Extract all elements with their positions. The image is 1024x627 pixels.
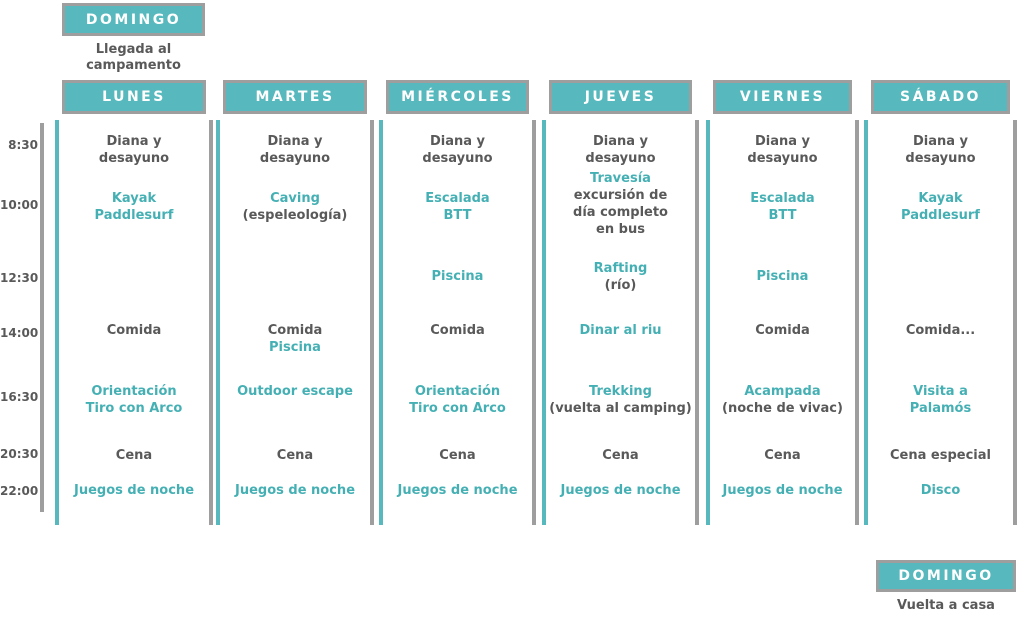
schedule-text-jueves-r5-l0: Trekking bbox=[589, 384, 652, 399]
schedule-text-viernes-r2-l0: Escalada bbox=[750, 191, 815, 206]
schedule-cell-miercoles-r3 bbox=[383, 268, 532, 285]
schedule-text-lunes-r1-l0: Diana y bbox=[106, 134, 162, 149]
schedule-text-jueves-r1-l0: Diana y bbox=[592, 134, 649, 149]
schedule-cell-viernes-r5 bbox=[710, 383, 855, 417]
schedule-text-sabado-r1-l1: desayuno bbox=[905, 151, 976, 166]
time-label-4: 16:30 bbox=[0, 390, 39, 404]
schedule-cell-sabado-r2 bbox=[868, 190, 1013, 224]
schedule-text-miercoles-r3-l0: Piscina bbox=[431, 269, 484, 284]
schedule-text-martes-r1-l0: Diana y bbox=[267, 134, 323, 149]
schedule-text-jueves-r3-l1: (río) bbox=[604, 278, 637, 293]
schedule-text-martes-r2-l1: (espeleología) bbox=[242, 208, 348, 223]
day-header-miercoles: MIÉRCOLES bbox=[386, 80, 529, 114]
schedule-text-martes-r2-l0: Caving bbox=[270, 191, 320, 206]
day-column-lunes bbox=[55, 120, 213, 525]
schedule-text-jueves-r3-l0: Rafting bbox=[593, 261, 648, 276]
schedule-cell-martes-r2 bbox=[220, 190, 370, 224]
time-label-2: 12:30 bbox=[0, 271, 39, 285]
sunday-departure-caption: Vuelta a casa bbox=[897, 598, 995, 613]
schedule-text-lunes-r2-l1: Paddlesurf bbox=[94, 208, 174, 223]
schedule-text-lunes-r1-l1: desayuno bbox=[98, 151, 170, 166]
schedule-text-martes-r4-l0: Comida bbox=[267, 323, 323, 338]
schedule-cell-lunes-r7 bbox=[59, 482, 209, 499]
time-axis bbox=[40, 123, 44, 512]
time-label-3: 14:00 bbox=[0, 326, 39, 340]
schedule-text-jueves-r7-l0: Juegos de noche bbox=[560, 483, 681, 498]
day-header-jueves: JUEVES bbox=[549, 80, 692, 114]
sunday-arrival-box bbox=[62, 3, 205, 36]
schedule-cell-martes-r4 bbox=[220, 322, 370, 356]
day-header-martes: MARTES bbox=[223, 80, 367, 114]
schedule-text-viernes-r4-l0: Comida bbox=[755, 323, 810, 338]
schedule-text-lunes-r5-l0: Orientación bbox=[91, 384, 177, 399]
schedule-cell-jueves-r4 bbox=[546, 322, 695, 339]
schedule-cell-sabado-r5 bbox=[868, 383, 1013, 417]
schedule-cell-miercoles-r6 bbox=[383, 447, 532, 464]
schedule-text-jueves-r6-l0: Cena bbox=[602, 448, 639, 463]
schedule-text-viernes-r3-l0: Piscina bbox=[756, 269, 809, 284]
time-label-6: 22:00 bbox=[0, 484, 39, 498]
schedule-cell-viernes-r3 bbox=[710, 268, 855, 285]
schedule-text-sabado-r1-l0: Diana y bbox=[912, 134, 969, 149]
schedule-cell-viernes-r6 bbox=[710, 447, 855, 464]
sunday-arrival-caption-line1: Llegada al bbox=[95, 42, 172, 57]
schedule-text-miercoles-r2-l0: Escalada bbox=[425, 191, 490, 206]
time-label-0: 8:30 bbox=[8, 138, 38, 152]
schedule-cell-sabado-r7 bbox=[868, 482, 1013, 499]
schedule-cell-viernes-r1 bbox=[710, 133, 855, 167]
schedule-text-miercoles-r1-l0: Diana y bbox=[429, 134, 486, 149]
day-header-lunes: LUNES bbox=[62, 80, 206, 114]
schedule-text-sabado-r6-l0: Cena especial bbox=[890, 448, 991, 463]
schedule-text-viernes-r5-l1: (noche de vivac) bbox=[722, 401, 843, 416]
schedule-cell-lunes-r6 bbox=[59, 447, 209, 464]
schedule-text-jueves-r4-l0: Dinar al riu bbox=[579, 323, 662, 338]
schedule-text-viernes-r7-l0: Juegos de noche bbox=[722, 483, 843, 498]
schedule-cell-miercoles-r5 bbox=[383, 383, 532, 417]
schedule-text-sabado-r5-l0: Visita a bbox=[913, 384, 968, 399]
schedule-cell-martes-r1 bbox=[220, 133, 370, 167]
schedule-text-jueves-r2-l2: día completo bbox=[573, 205, 668, 220]
schedule-text-martes-r7-l0: Juegos de noche bbox=[234, 483, 356, 498]
schedule-text-miercoles-r1-l1: desayuno bbox=[422, 151, 493, 166]
schedule-cell-martes-r5 bbox=[220, 383, 370, 400]
schedule-text-martes-r6-l0: Cena bbox=[276, 448, 314, 463]
schedule-cell-lunes-r2 bbox=[59, 190, 209, 224]
schedule-text-lunes-r7-l0: Juegos de noche bbox=[73, 483, 195, 498]
day-column-miercoles bbox=[379, 120, 536, 525]
schedule-text-sabado-r7-l0: Disco bbox=[920, 483, 961, 498]
schedule-text-miercoles-r4-l0: Comida bbox=[430, 323, 485, 338]
schedule-text-martes-r5-l0: Outdoor escape bbox=[237, 384, 353, 399]
schedule-cell-sabado-r6 bbox=[868, 447, 1013, 464]
day-column-jueves bbox=[542, 120, 699, 525]
schedule-text-viernes-r1-l0: Diana y bbox=[754, 134, 811, 149]
schedule-cell-miercoles-r1 bbox=[383, 133, 532, 167]
schedule-cell-miercoles-r4 bbox=[383, 322, 532, 339]
schedule-text-sabado-r4-l0: Comida... bbox=[905, 323, 976, 338]
schedule-text-jueves-r2-l1: excursión de bbox=[573, 188, 668, 203]
schedule-text-jueves-r2-l3: en bus bbox=[596, 222, 645, 237]
schedule-cell-jueves-r3 bbox=[546, 260, 695, 294]
schedule-text-sabado-r2-l0: Kayak bbox=[918, 191, 963, 206]
schedule-text-jueves-r2-l0: Travesía bbox=[590, 171, 651, 186]
schedule-text-lunes-r2-l0: Kayak bbox=[111, 191, 157, 206]
schedule-cell-lunes-r4 bbox=[59, 322, 209, 339]
schedule-cell-sabado-r4 bbox=[868, 322, 1013, 339]
schedule-text-miercoles-r5-l1: Tiro con Arco bbox=[409, 401, 506, 416]
time-label-5: 20:30 bbox=[0, 447, 39, 461]
sunday-arrival-caption bbox=[62, 42, 205, 74]
day-header-viernes: VIERNES bbox=[713, 80, 852, 114]
schedule-cell-jueves-r5 bbox=[546, 383, 695, 417]
schedule-cell-jueves-r7 bbox=[546, 482, 695, 499]
sunday-departure-box bbox=[876, 560, 1016, 592]
schedule-text-viernes-r2-l1: BTT bbox=[768, 208, 797, 223]
schedule-cell-viernes-r7 bbox=[710, 482, 855, 499]
schedule-cell-miercoles-r2 bbox=[383, 190, 532, 224]
schedule-text-miercoles-r6-l0: Cena bbox=[439, 448, 476, 463]
schedule-text-sabado-r5-l1: Palamós bbox=[909, 401, 972, 416]
schedule-text-sabado-r2-l1: Paddlesurf bbox=[901, 208, 980, 223]
sunday-arrival-caption-line2: campamento bbox=[86, 58, 181, 73]
schedule-text-viernes-r6-l0: Cena bbox=[764, 448, 801, 463]
schedule-text-miercoles-r7-l0: Juegos de noche bbox=[397, 483, 518, 498]
schedule-text-viernes-r5-l0: Acampada bbox=[744, 384, 821, 399]
day-column-martes bbox=[216, 120, 374, 525]
schedule-text-lunes-r5-l1: Tiro con Arco bbox=[85, 401, 183, 416]
schedule-cell-miercoles-r7 bbox=[383, 482, 532, 499]
sunday-departure-label: DOMINGO bbox=[898, 568, 994, 584]
schedule-text-jueves-r1-l1: desayuno bbox=[585, 151, 656, 166]
schedule-text-viernes-r1-l1: desayuno bbox=[747, 151, 818, 166]
schedule-text-jueves-r5-l1: (vuelta al camping) bbox=[549, 401, 692, 416]
day-header-sabado: SÁBADO bbox=[871, 80, 1010, 114]
schedule-cell-jueves-r6 bbox=[546, 447, 695, 464]
schedule-cell-sabado-r1 bbox=[868, 133, 1013, 167]
schedule-text-miercoles-r5-l0: Orientación bbox=[414, 384, 501, 399]
schedule-cell-martes-r6 bbox=[220, 447, 370, 464]
day-column-sabado bbox=[864, 120, 1017, 525]
schedule-cell-viernes-r4 bbox=[710, 322, 855, 339]
schedule-cell-jueves-r1 bbox=[546, 133, 695, 167]
schedule-text-martes-r4-l1: Piscina bbox=[269, 340, 321, 355]
schedule-text-lunes-r4-l0: Comida bbox=[106, 323, 162, 338]
time-label-1: 10:00 bbox=[0, 198, 39, 212]
schedule-cell-viernes-r2 bbox=[710, 190, 855, 224]
schedule-text-miercoles-r2-l1: BTT bbox=[443, 208, 472, 223]
day-column-viernes bbox=[706, 120, 859, 525]
schedule-text-lunes-r6-l0: Cena bbox=[115, 448, 153, 463]
schedule-cell-martes-r7 bbox=[220, 482, 370, 499]
schedule-cell-lunes-r1 bbox=[59, 133, 209, 167]
schedule-cell-lunes-r5 bbox=[59, 383, 209, 417]
schedule-cell-jueves-r2 bbox=[546, 170, 695, 238]
sunday-arrival-label: DOMINGO bbox=[85, 11, 182, 28]
schedule-text-martes-r1-l1: desayuno bbox=[259, 151, 331, 166]
